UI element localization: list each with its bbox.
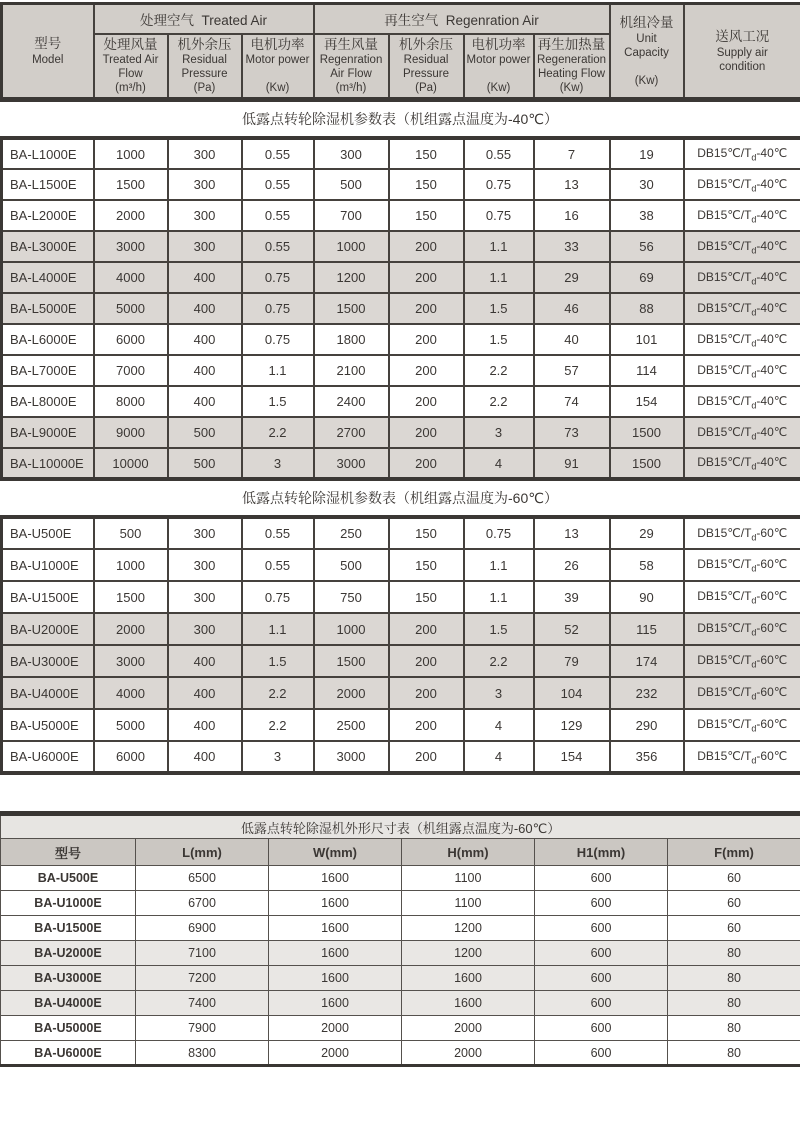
- spec-row: [2, 645, 800, 677]
- supply-condition-cell: $DB15℃/T_d-40℃$: [684, 293, 800, 324]
- spec-row: [2, 677, 800, 709]
- spec-row: [2, 709, 800, 741]
- value-cell: 300: [314, 138, 389, 169]
- value-cell: 1.5: [464, 293, 534, 324]
- value-cell: 200: [389, 355, 464, 386]
- spec-table-60c: [0, 515, 800, 775]
- supply-condition-cell: $DB15℃/T_d-60℃$: [684, 581, 800, 613]
- value-cell: 600: [535, 991, 668, 1016]
- value-cell: 39: [534, 581, 610, 613]
- value-cell: 300: [168, 581, 242, 613]
- spec-row: [2, 417, 800, 448]
- value-cell: 1100: [402, 866, 535, 891]
- value-cell: 0.75: [464, 169, 534, 200]
- dim-col-header: F(mm): [668, 839, 800, 866]
- spec-table-40c: [0, 136, 800, 481]
- dimension-table-header-row: [1, 839, 800, 866]
- col-header-model: 型号 Model: [2, 4, 94, 100]
- value-cell: 16: [534, 200, 610, 231]
- value-cell: 19: [610, 138, 684, 169]
- value-cell: 6000: [94, 741, 168, 773]
- value-cell: 1.1: [242, 613, 314, 645]
- value-cell: 91: [534, 448, 610, 479]
- value-cell: 3: [242, 448, 314, 479]
- value-cell: 1500: [94, 581, 168, 613]
- value-cell: 200: [389, 324, 464, 355]
- value-cell: 4000: [94, 677, 168, 709]
- value-cell: 200: [389, 293, 464, 324]
- value-cell: 1000: [94, 138, 168, 169]
- value-cell: 26: [534, 549, 610, 581]
- value-cell: 500: [168, 448, 242, 479]
- value-cell: 400: [168, 645, 242, 677]
- value-cell: 3: [464, 677, 534, 709]
- model-cell: BA-L4000E: [2, 262, 94, 293]
- value-cell: 1000: [94, 549, 168, 581]
- value-cell: 9000: [94, 417, 168, 448]
- value-cell: 300: [168, 169, 242, 200]
- value-cell: 2.2: [464, 386, 534, 417]
- model-cell: BA-L8000E: [2, 386, 94, 417]
- value-cell: 5000: [94, 709, 168, 741]
- section-title-40c: 低露点转轮除湿机参数表（机组露点温度为-40℃）: [242, 111, 558, 128]
- col-header-regen-motor-power: 电机功率 Motor power (Kw): [464, 34, 534, 100]
- value-cell: 200: [389, 645, 464, 677]
- value-cell: 60: [668, 866, 800, 891]
- model-cell: BA-U4000E: [1, 991, 136, 1016]
- value-cell: 29: [534, 262, 610, 293]
- value-cell: 300: [168, 613, 242, 645]
- supply-condition-cell: $DB15℃/T_d-40℃$: [684, 386, 800, 417]
- supply-condition-cell: $DB15℃/T_d-40℃$: [684, 169, 800, 200]
- value-cell: 200: [389, 386, 464, 417]
- group-header-treated-air: 处理空气 Treated Air: [94, 4, 314, 34]
- value-cell: 0.55: [242, 200, 314, 231]
- spec-row: [2, 200, 800, 231]
- col-header-treated-motor-power: 电机功率 Motor power (Kw): [242, 34, 314, 100]
- value-cell: 150: [389, 138, 464, 169]
- spec-header-group-row: [2, 4, 800, 34]
- value-cell: 1.1: [464, 549, 534, 581]
- value-cell: 7000: [94, 355, 168, 386]
- value-cell: 79: [534, 645, 610, 677]
- model-cell: BA-U5000E: [1, 1016, 136, 1041]
- model-cell: BA-L6000E: [2, 324, 94, 355]
- spec-header-table: [0, 2, 800, 102]
- value-cell: 2500: [314, 709, 389, 741]
- dim-row: [1, 891, 800, 916]
- model-cell: BA-L1500E: [2, 169, 94, 200]
- col-header-regen-residual-pressure: 机外余压 Residual Pressure (Pa): [389, 34, 464, 100]
- value-cell: 7400: [136, 991, 269, 1016]
- value-cell: 200: [389, 231, 464, 262]
- value-cell: 500: [168, 417, 242, 448]
- value-cell: 150: [389, 549, 464, 581]
- dim-col-header: H(mm): [402, 839, 535, 866]
- value-cell: 3000: [314, 448, 389, 479]
- value-cell: 200: [389, 417, 464, 448]
- value-cell: 7100: [136, 941, 269, 966]
- value-cell: 0.75: [242, 324, 314, 355]
- value-cell: 6900: [136, 916, 269, 941]
- value-cell: 250: [314, 517, 389, 549]
- value-cell: 600: [535, 1016, 668, 1041]
- spec-row: [2, 169, 800, 200]
- supply-condition-cell: $DB15℃/T_d-60℃$: [684, 741, 800, 773]
- value-cell: 80: [668, 1016, 800, 1041]
- model-cell: BA-L7000E: [2, 355, 94, 386]
- value-cell: 30: [610, 169, 684, 200]
- spec-row: [2, 231, 800, 262]
- value-cell: 4: [464, 448, 534, 479]
- col-header-treated-residual-pressure: 机外余压 Residual Pressure (Pa): [168, 34, 242, 100]
- value-cell: 4: [464, 709, 534, 741]
- supply-condition-cell: $DB15℃/T_d-60℃$: [684, 677, 800, 709]
- value-cell: 154: [610, 386, 684, 417]
- model-cell: BA-U6000E: [1, 1041, 136, 1066]
- value-cell: 13: [534, 517, 610, 549]
- spec-row: [2, 613, 800, 645]
- value-cell: 1500: [610, 448, 684, 479]
- model-cell: BA-U4000E: [2, 677, 94, 709]
- model-cell: BA-L1000E: [2, 138, 94, 169]
- value-cell: 1600: [269, 966, 402, 991]
- supply-condition-cell: $DB15℃/T_d-40℃$: [684, 324, 800, 355]
- value-cell: 300: [168, 231, 242, 262]
- model-cell: BA-L3000E: [2, 231, 94, 262]
- col-header-unit-capacity: 机组冷量 Unit Capacity (Kw): [610, 4, 684, 100]
- value-cell: 52: [534, 613, 610, 645]
- value-cell: 1.5: [242, 386, 314, 417]
- value-cell: 200: [389, 741, 464, 773]
- supply-condition-cell: $DB15℃/T_d-40℃$: [684, 231, 800, 262]
- dimension-table-title: 低露点转轮除湿机外形尺寸表（机组露点温度为-60℃）: [1, 814, 800, 839]
- supply-condition-cell: $DB15℃/T_d-40℃$: [684, 417, 800, 448]
- value-cell: 8300: [136, 1041, 269, 1066]
- value-cell: 2000: [314, 677, 389, 709]
- value-cell: 2000: [269, 1016, 402, 1041]
- value-cell: 2000: [94, 613, 168, 645]
- value-cell: 0.55: [464, 138, 534, 169]
- value-cell: 10000: [94, 448, 168, 479]
- spec-row: [2, 293, 800, 324]
- supply-condition-cell: $DB15℃/T_d-60℃$: [684, 709, 800, 741]
- value-cell: 6000: [94, 324, 168, 355]
- value-cell: 400: [168, 324, 242, 355]
- value-cell: 33: [534, 231, 610, 262]
- value-cell: 150: [389, 200, 464, 231]
- value-cell: 300: [168, 138, 242, 169]
- model-cell: BA-U500E: [2, 517, 94, 549]
- value-cell: 1600: [402, 966, 535, 991]
- value-cell: 115: [610, 613, 684, 645]
- model-cell: BA-U3000E: [2, 645, 94, 677]
- value-cell: 46: [534, 293, 610, 324]
- value-cell: 1.1: [464, 231, 534, 262]
- value-cell: 4: [464, 741, 534, 773]
- value-cell: 200: [389, 448, 464, 479]
- model-cell: BA-L9000E: [2, 417, 94, 448]
- spec-row: [2, 355, 800, 386]
- value-cell: 4000: [94, 262, 168, 293]
- dim-col-header: L(mm): [136, 839, 269, 866]
- dim-row: [1, 991, 800, 1016]
- value-cell: 200: [389, 709, 464, 741]
- value-cell: 7200: [136, 966, 269, 991]
- value-cell: 1.1: [242, 355, 314, 386]
- model-cell: BA-U1000E: [2, 549, 94, 581]
- value-cell: 1.1: [464, 581, 534, 613]
- value-cell: 3: [242, 741, 314, 773]
- supply-condition-cell: $DB15℃/T_d-60℃$: [684, 645, 800, 677]
- value-cell: 400: [168, 677, 242, 709]
- value-cell: 2000: [402, 1016, 535, 1041]
- value-cell: 600: [535, 966, 668, 991]
- value-cell: 500: [314, 549, 389, 581]
- model-cell: BA-U2000E: [2, 613, 94, 645]
- value-cell: 7900: [136, 1016, 269, 1041]
- value-cell: 2000: [94, 200, 168, 231]
- dimension-table-title-row: [1, 814, 800, 839]
- value-cell: 500: [314, 169, 389, 200]
- value-cell: 300: [168, 200, 242, 231]
- value-cell: 290: [610, 709, 684, 741]
- supply-condition-cell: $DB15℃/T_d-60℃$: [684, 613, 800, 645]
- col-header-treated-air-flow: 处理风量 Treated Air Flow (m³/h): [94, 34, 168, 100]
- spec-row: [2, 517, 800, 549]
- value-cell: 0.55: [242, 549, 314, 581]
- value-cell: 1500: [610, 417, 684, 448]
- value-cell: 73: [534, 417, 610, 448]
- value-cell: 154: [534, 741, 610, 773]
- value-cell: 29: [610, 517, 684, 549]
- value-cell: 1600: [269, 941, 402, 966]
- supply-condition-cell: $DB15℃/T_d-40℃$: [684, 262, 800, 293]
- value-cell: 0.75: [242, 262, 314, 293]
- value-cell: 1600: [269, 891, 402, 916]
- value-cell: 200: [389, 677, 464, 709]
- value-cell: 0.55: [242, 231, 314, 262]
- model-cell: BA-L5000E: [2, 293, 94, 324]
- value-cell: 1500: [314, 293, 389, 324]
- value-cell: 6700: [136, 891, 269, 916]
- model-cell: BA-L10000E: [2, 448, 94, 479]
- value-cell: 0.75: [464, 200, 534, 231]
- col-header-regen-heating-flow: 再生加热量 Regeneration Heating Flow (Kw): [534, 34, 610, 100]
- value-cell: 1200: [402, 916, 535, 941]
- value-cell: 1600: [269, 991, 402, 1016]
- value-cell: 69: [610, 262, 684, 293]
- dim-row: [1, 941, 800, 966]
- value-cell: 60: [668, 891, 800, 916]
- value-cell: 1600: [402, 991, 535, 1016]
- value-cell: 3000: [314, 741, 389, 773]
- value-cell: 500: [94, 517, 168, 549]
- spec-row: [2, 138, 800, 169]
- supply-condition-cell: $DB15℃/T_d-40℃$: [684, 138, 800, 169]
- value-cell: 2.2: [242, 417, 314, 448]
- value-cell: 2.2: [464, 355, 534, 386]
- dim-row: [1, 866, 800, 891]
- value-cell: 80: [668, 966, 800, 991]
- value-cell: 0.75: [464, 517, 534, 549]
- value-cell: 80: [668, 941, 800, 966]
- model-cell: BA-U500E: [1, 866, 136, 891]
- value-cell: 3000: [94, 645, 168, 677]
- spec-row: [2, 262, 800, 293]
- value-cell: 232: [610, 677, 684, 709]
- model-cell: BA-U5000E: [2, 709, 94, 741]
- value-cell: 1600: [269, 916, 402, 941]
- value-cell: 150: [389, 169, 464, 200]
- value-cell: 1000: [314, 231, 389, 262]
- value-cell: 2100: [314, 355, 389, 386]
- value-cell: 356: [610, 741, 684, 773]
- value-cell: 38: [610, 200, 684, 231]
- model-cell: BA-U1500E: [2, 581, 94, 613]
- model-cell: BA-U1000E: [1, 891, 136, 916]
- value-cell: 200: [389, 262, 464, 293]
- dim-col-header: H1(mm): [535, 839, 668, 866]
- value-cell: 200: [389, 613, 464, 645]
- value-cell: 101: [610, 324, 684, 355]
- value-cell: 300: [168, 517, 242, 549]
- model-cell: BA-L2000E: [2, 200, 94, 231]
- model-cell: BA-U3000E: [1, 966, 136, 991]
- spec-row: [2, 386, 800, 417]
- value-cell: 400: [168, 355, 242, 386]
- value-cell: 750: [314, 581, 389, 613]
- value-cell: 300: [168, 549, 242, 581]
- value-cell: 3: [464, 417, 534, 448]
- value-cell: 13: [534, 169, 610, 200]
- value-cell: 600: [535, 866, 668, 891]
- value-cell: 129: [534, 709, 610, 741]
- value-cell: 0.55: [242, 169, 314, 200]
- dim-row: [1, 1041, 800, 1066]
- value-cell: 1800: [314, 324, 389, 355]
- value-cell: 0.55: [242, 517, 314, 549]
- dim-row: [1, 966, 800, 991]
- value-cell: 2.2: [242, 677, 314, 709]
- value-cell: 2400: [314, 386, 389, 417]
- value-cell: 40: [534, 324, 610, 355]
- spec-row: [2, 549, 800, 581]
- value-cell: 1500: [314, 645, 389, 677]
- spec-row: [2, 448, 800, 479]
- value-cell: 2.2: [464, 645, 534, 677]
- supply-condition-cell: $DB15℃/T_d-60℃$: [684, 549, 800, 581]
- supply-condition-cell: $DB15℃/T_d-40℃$: [684, 200, 800, 231]
- value-cell: 5000: [94, 293, 168, 324]
- value-cell: 56: [610, 231, 684, 262]
- value-cell: 6500: [136, 866, 269, 891]
- value-cell: 1200: [402, 941, 535, 966]
- value-cell: 1000: [314, 613, 389, 645]
- value-cell: 58: [610, 549, 684, 581]
- value-cell: 0.75: [242, 581, 314, 613]
- value-cell: 1200: [314, 262, 389, 293]
- value-cell: 174: [610, 645, 684, 677]
- spec-row: [2, 581, 800, 613]
- value-cell: 400: [168, 262, 242, 293]
- model-cell: BA-U2000E: [1, 941, 136, 966]
- supply-condition-cell: $DB15℃/T_d-60℃$: [684, 517, 800, 549]
- supply-condition-cell: $DB15℃/T_d-40℃$: [684, 448, 800, 479]
- value-cell: 2.2: [242, 709, 314, 741]
- value-cell: 1.1: [464, 262, 534, 293]
- value-cell: 8000: [94, 386, 168, 417]
- model-cell: BA-U1500E: [1, 916, 136, 941]
- value-cell: 80: [668, 1041, 800, 1066]
- value-cell: 2700: [314, 417, 389, 448]
- value-cell: 1500: [94, 169, 168, 200]
- value-cell: 2000: [402, 1041, 535, 1066]
- value-cell: 400: [168, 293, 242, 324]
- value-cell: 600: [535, 941, 668, 966]
- value-cell: 1.5: [464, 324, 534, 355]
- value-cell: 700: [314, 200, 389, 231]
- value-cell: 150: [389, 581, 464, 613]
- value-cell: 0.55: [242, 138, 314, 169]
- value-cell: 400: [168, 741, 242, 773]
- value-cell: 90: [610, 581, 684, 613]
- supply-condition-cell: $DB15℃/T_d-40℃$: [684, 355, 800, 386]
- value-cell: 74: [534, 386, 610, 417]
- value-cell: 400: [168, 709, 242, 741]
- value-cell: 400: [168, 386, 242, 417]
- group-header-regeneration-air: 再生空气 Regenration Air: [314, 4, 610, 34]
- value-cell: 57: [534, 355, 610, 386]
- dim-row: [1, 1016, 800, 1041]
- value-cell: 80: [668, 991, 800, 1016]
- value-cell: 60: [668, 916, 800, 941]
- value-cell: 150: [389, 517, 464, 549]
- dimension-table: [0, 811, 800, 1067]
- col-header-supply-air: 送风工况 Supply air condition: [684, 4, 800, 100]
- value-cell: 3000: [94, 231, 168, 262]
- value-cell: 88: [610, 293, 684, 324]
- value-cell: 2000: [269, 1041, 402, 1066]
- value-cell: 600: [535, 916, 668, 941]
- section-title-60c: 低露点转轮除湿机参数表（机组露点温度为-60℃）: [242, 490, 558, 507]
- dim-col-header: 型号: [1, 839, 136, 866]
- value-cell: 1600: [269, 866, 402, 891]
- spec-row: [2, 324, 800, 355]
- value-cell: 114: [610, 355, 684, 386]
- value-cell: 104: [534, 677, 610, 709]
- col-header-regen-air-flow: 再生风量 Regenration Air Flow (m³/h): [314, 34, 389, 100]
- value-cell: 1.5: [242, 645, 314, 677]
- value-cell: 1.5: [464, 613, 534, 645]
- value-cell: 0.75: [242, 293, 314, 324]
- value-cell: 1100: [402, 891, 535, 916]
- value-cell: 7: [534, 138, 610, 169]
- spec-row: [2, 741, 800, 773]
- dim-row: [1, 916, 800, 941]
- model-cell: BA-U6000E: [2, 741, 94, 773]
- dim-col-header: W(mm): [269, 839, 402, 866]
- value-cell: 600: [535, 891, 668, 916]
- value-cell: 600: [535, 1041, 668, 1066]
